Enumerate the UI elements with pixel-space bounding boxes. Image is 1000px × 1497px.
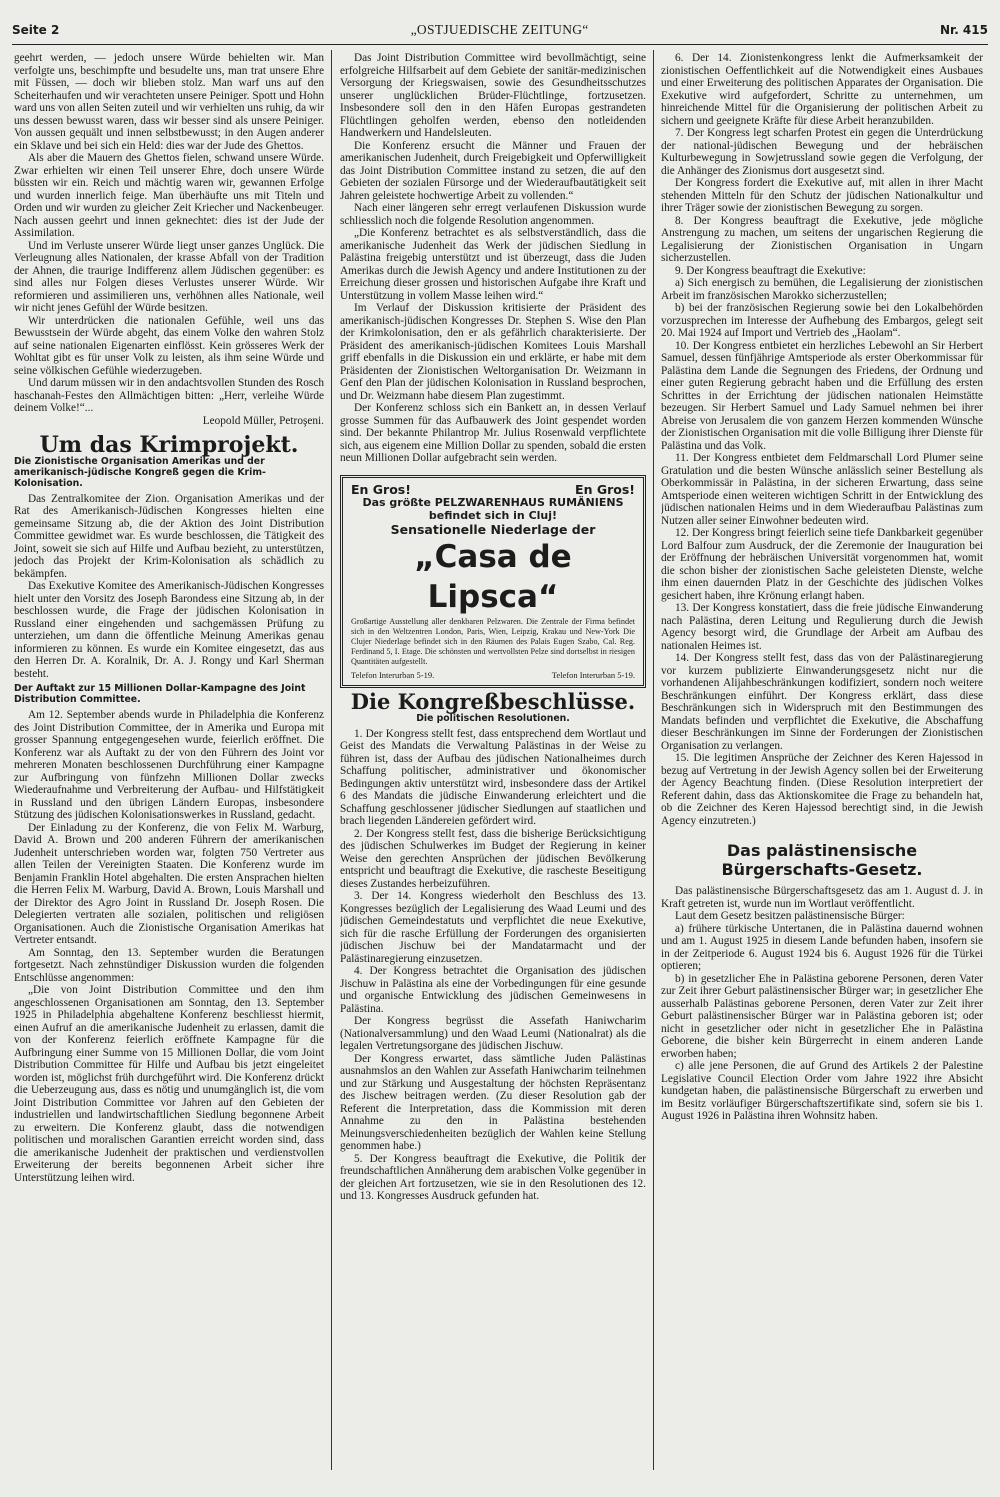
article-paragraph: Und im Verluste unserer Würde liegt unser ganzes Unglück. Die Verleugnung alles Nationalen, der krasse Abfall von der Tradition der Ahnen, die traurige Indifferenz allem Jüdischen gegenüber: es sind alles nur Folgen dieses Verlustes unserer Würde. Wir reformieren und assimilieren uns, verhöhnen alles Nationale, weil wir nicht jenes Gefühl der Würde besitzen. bbox=[14, 239, 324, 314]
article-paragraph: Das Exekutive Komitee des Amerikanisch-Jüdischen Kongresses hielt unter den Vorsitz des Joseph Barondess eine Sitzung ab, in der beschlossen wurde, die Frage der jüdischen Kolonisation in Russland einer eingehenden und sachgemässen Prüfung zu unterziehen, um dann die öffentliche Meinung Amerikas genau informieren zu können. Es wurde ein Komitee eingesetzt, das aus den Herren Dr. A. Koralnik, Dr. A. J. Rongy und Karl Sherman besteht. bbox=[14, 580, 324, 680]
article-paragraph: „Die von Joint Distribution Committee und den ihm angeschlossenen Organisationen am Sonntag, den 13. September 1925 in Philadelphia abgehaltene Konferenz beschliesst hiermit, einen Aufruf an die amerikanische Judenheit zu erlassen, damit die von der Konferenz feierlich eröffnete Kampagne für die Aufbringung einer Summe von 15 Millionen Dollar, die vom Joint Distribution Committee für Hilfe und Aufbau bis jetzt eingeleitet worden ist, möglichst früh durchgeführt wird. Die Konferenz drückt die Ueberzeugung aus, dass es nötig und unumgänglich ist, die vom Joint Distribution Committee vor Jahren auf den Gebieten der industriellen und landwirtschaftlichen Siedlung begonnene Arbeit zu erweitern. Die Konferenz glaubt, dass die notwendigen politischen und moralischen Garantien erreicht worden sind, dass die amerikanische Judenheit der praktischen und verdienstvollen Erweiterung der bereits begonnenen Arbeit sicher ihre Unterstützung leihen wird. bbox=[14, 984, 324, 1184]
article-paragraph: 5. Der Kongress beauftragt die Exekutive, die Politik der freundschaftlichen Annäherung dem arabischen Volke gegenüber in der gleichen Art fortzusetzen, wie sie in den Resolutionen des 12. und 13. Kongresses Ausdruck gefunden hat. bbox=[340, 1152, 646, 1202]
ad-tagline: Das größte PELZWARENHAUS RUMÄNIENS befindet sich in Cluj! bbox=[362, 496, 624, 522]
article-paragraph: a) Sich energisch zu bemühen, die Legalisierung der zionistischen Arbeit im französischen Marokko sicherzustellen; bbox=[661, 277, 983, 302]
article-paragraph: 10. Der Kongress entbietet ein herzliches Lebewohl an Sir Herbert Samuel, dessen fünfjährige Amtsperiode als erster Oberkommissar für Palästina dem Lande die Segnungen des Friedens, der Ordnung und einer guten Regierung gebracht haben und die Erfüllung des ersten Schrittes in der Errichtung der jüdischen nationalen Heimstätte bezeugen. Sir Herbert Samuel und Lady Samuel nehmen bei ihrer Abreise von Jerusalem die von ganzem Herzen kommenden Wünsche der Zionistischen Organisation mit die volle Billigung ihrer Dienste für Palästina und das Volk. bbox=[661, 339, 983, 452]
ad-brand-name: „Casa de Lipsca“ bbox=[414, 538, 572, 615]
article-paragraph: a) frühere türkische Untertanen, die in Palästina dauernd wohnen und am 1. August 1925 in diesem Lande befunden haben, insofern sie in der Zeitperiode 6. August 1924 bis 6. August 1926 für die Türkei optieren; bbox=[661, 922, 983, 972]
article-paragraph: 1. Der Kongress stellt fest, dass entsprechend dem Wortlaut und Geist des Mandats die Verwaltung Palästinas in der Weise zu führen ist, dass der Aufbau des jüdischen Nationalheimes durch Schaffung politischer, administrativer und ökonomischer Bedingungen aktiv unterstützt wird, insbesondere dass der Artikel 6 des Mandats die jüdische Einwanderung erleichtert und die Schaffung geschlossener jüdischer Siedlungen auf staatlichen und brach liegenden Ländereien gefördert wird. bbox=[340, 727, 646, 827]
ad-telephone-right: Telefon Interurban 5-19. bbox=[551, 669, 635, 680]
article-paragraph: b) in gesetzlicher Ehe in Palästina geborene Personen, deren Vater zur Zeit ihrer Geburt palästinensischer Bürger war; in gesetzlicher Ehe ausserhalb Palästinas geborene Personen, deren Vater zur Zeit ihrer Geburt palästinensischer Bürger war in Palästina geboren ist; oder nicht in gesetzlicher oder nicht in gesetzlicher Ehe in Palästina Geborene, die bisher kein Bürgerrecht in einem anderen Lande erworben haben; bbox=[661, 972, 983, 1060]
article-paragraph: 11. Der Kongress entbietet dem Feldmarschall Lord Plumer seine Gratulation und die besten Wünsche anlässlich seiner Bestellung als Oberkommissär in Palästina, in der sicheren Erwartung, dass seine Amtsperiode einen weiteren wichtigen Schritt in der Entwicklung des jüdischen nationalen Heims und in dem Wiederaufbau Palästinas zum Nutzen aller seiner Einwohner bedeuten wird. bbox=[661, 452, 983, 527]
headline-kongressbeschluesse: Die Kongreßbeschlüsse. bbox=[350, 689, 636, 714]
article-paragraph: geehrt werden, — jedoch unsere Würde behielten wir. Man verfolgte uns, beschimpfte und besudelte uns, man trat unsere Ehre mit Füssen, — doch wir blieben stolz. Man warf uns auf den Scheiterhaufen und wir verachteten unsere Peiniger. Spott und Hohn ward uns von allen Seiten zuteil und wir verhielten uns ruhig, da wir uns dessen bewusst waren, dass wir besser sind als unsere Peiniger. Von aussen gequält und innen selbstbewusst; in den Augen anderer ein Sklave und bei sich ein Held: dies war der Jude des Ghettos. bbox=[14, 52, 324, 152]
article-paragraph: Die Konferenz ersucht die Männer und Frauen der amerikanischen Judenheit, durch Freigebigkeit und Opferwilligkeit das Joint Distribution Committee instand zu setzen, die auf den Gebieten der sozialen Fürsorge und der Wiederaufbautätigkeit seit Jahren geleistete hochwertige Arbeit zu vollenden.“ bbox=[340, 139, 646, 202]
article-paragraph: 4. Der Kongress betrachtet die Organisation des jüdischen Jischuw in Palästina als eine der Vorbedingungen für eine gesunde und organische Entwicklung des jüdischen Gemeinwesens in Palästina. bbox=[340, 965, 646, 1015]
article-paragraph: Der Konferenz schloss sich ein Bankett an, in dessen Verlauf grosse Summen für das Aufbauwerk des Joint gespendet worden sind. Der bekannte Philantrop Mr. Julius Rosenwald verpflichtete sich, aus eigenem eine Million Dollar zu spenden, sobald die ersten neun Millionen Dollar aufgebracht sein werden. bbox=[340, 402, 646, 464]
article-paragraph: Am 12. September abends wurde in Philadelphia die Konferenz des Joint Distribution Committee, der in Amerika und Europa mit grosser Spannung entgegengesehen wurde, feierlich eröffnet. Die Konferenz war als Auftakt zu der von den Führern des Joint vor mehreren Monaten beschlossenen Durchführung einer Kampagne zur Aufbringung von fünfzehn Millionen Dollar zwecks Wiederaufnahme und Verbreiterung der Aufbau- und Hilfstätigkeit in Russland und den übrigen Ländern Europas, insbesondere Stützung des jüdischen Kolonisationswerkes in Russland, gedacht. bbox=[14, 709, 324, 821]
page-header bbox=[12, 22, 988, 45]
article-paragraph: 12. Der Kongress bringt feierlich seine tiefe Dankbarkeit gegenüber Lord Balfour zum Ausdruck, der die Zeremonie der Inauguration bei der Eröffnung der hebräischen Universität vorgenommen hat, womit die schon bisher der zionistischen Sache geleisteten Dienste, welche ihm einen dauernden Platz in der Geschichte des jüdischen Volkes gesichert haben, ihre Krönung erlangt haben. bbox=[661, 527, 983, 602]
article-paragraph: Und darum müssen wir in den andachtsvollen Stunden des Rosch haschanah-Festes den Allmächtigen bitten: „Herr, verleihe Würde deinem Volke!“... bbox=[14, 377, 324, 414]
ad-description: Großartige Ausstellung aller denkbaren Pelzwaren. Die Zentrale der Firma befindet sich in den Weltzentren London, Paris, Wien, Leipzig, Krakau und New-York Die Clujer Niederlage befindet sich in den Räumen des Palais Eugen Szabo, Cal. Reg. Ferdinand 5, I. Etage. Die schönsten und wertvollsten Pelze sind dortselbst in riesigen Quantitäten aufgestellt. bbox=[351, 616, 635, 666]
article-paragraph: 13. Der Kongress konstatiert, dass die freie jüdische Einwanderung nach Palästina, deren Leitung und Regulierung durch die Jewish Agency besorgt wird, die Grundlage der Arbeit am Aufbau des nationalen Heimes ist. bbox=[661, 602, 983, 652]
author-signature: Leopold Müller, Petroşeni. bbox=[202, 414, 324, 427]
article-paragraph: Wir unterdrücken die nationalen Gefühle, weil uns das Bewusstsein der Würde abgeht, das einem Volke den wahren Stolz auf seine nationalen Eigenarten einflösst. Kein grösseres Werk der Wohltat gibt es für unser Volk zu leisten, als ihm seine Würde und seine völkischen Gefühle wiederzugeben. bbox=[14, 314, 324, 377]
subheading-krim: Die Zionistische Organisation Amerikas und der amerikanisch-jüdische Kongreß gegen die Krim-Kolonisation. bbox=[14, 455, 266, 489]
article-paragraph: 6. Der 14. Zionistenkongress lenkt die Aufmerksamkeit der zionistischen Oeffentlichkeit auf die Notwendigkeit eines Ausbaues und einer Erweiterung des politischen Apparates der Organisation. Die Exekutive wird aufgefordert, Schritte zu unternehmen, um hinreichende Mittel für die Organisierung der politischen Arbeit zu sichern und geeignete Kräfte für diese Arbeit heranzubilden. bbox=[661, 52, 983, 127]
article-paragraph: Als aber die Mauern des Ghettos fielen, schwand unsere Würde. Zwar erhielten wir einen Teil unserer Ehre, doch unsere Würde büssten wir ein. Reich und mächtig waren wir, gewannen Erfolge und wurden innerlich feige. Man überhäufte uns mit Titeln und Orden und wir wurden zu gleicher Zeit Kriecher und Nackenbeuger. Nach aussen geehrt und innen geknechtet: dies ist der Jude der Assimilation. bbox=[14, 152, 324, 239]
ad-en-gros-right: En Gros! bbox=[575, 481, 635, 497]
article-paragraph: Nach einer längeren sehr erregt verlaufenen Diskussion wurde schliesslich noch die folgende Resolution angenommen. bbox=[340, 202, 646, 227]
column-1 bbox=[14, 52, 324, 1467]
advertisement-casa-de-lipsca bbox=[340, 475, 646, 689]
article-paragraph: Der Kongress begrüsst die Assefath Haniwcharim (Nationalversammlung) und den Waad Leumi (Nationalrat) als die legalen Vertretungsorgane des jüdischen Jischuw. bbox=[340, 1015, 646, 1052]
article-paragraph: 8. Der Kongress beauftragt die Exekutive, jede mögliche Anstrengung zu machen, um seitens der ungarischen Regierung die Legalisierung der Zionistischen Organisation in Ungarn sicherzustellen. bbox=[661, 214, 983, 264]
issue-number: Nr. 415 bbox=[939, 23, 988, 37]
article-paragraph: Der Kongress erwartet, dass sämtliche Juden Palästinas ausnahmslos an den Wahlen zur Assefath Haniwcharim teilnehmen und zur Stärkung und Ausgestaltung der höchsten Repräsentanz des Jischew beitragen werden. (Zu dieser Resolution gab der Referent die Interpretation, dass die Kommission mit deren Annahme zu den in Palästina bestehenden Meinungsverschiedenheiten bezüglich der Wahlen keine Stellung genommen habe.) bbox=[340, 1052, 646, 1152]
article-paragraph: „Die Konferenz betrachtet es als selbstverständlich, dass die amerikanische Judenheit das Werk der jüdischen Siedlung in Palästina freigebig unterstützt und ist überzeugt, dass die Juden Amerikas durch die Jewish Agency und andere Institutionen zu der Erreichung dieser grossen und historischen Aufgabe ihre Kraft und Unterstützung in vollem Masse leihen wird.“ bbox=[340, 227, 646, 302]
article-paragraph: 2. Der Kongress stellt fest, dass die bisherige Berücksichtigung des jüdischen Schulwerkes im Budget der Regierung in keiner Weise den gerechten Ansprüchen der jüdischen Bevölkerung entspricht und beauftragt die Exekutive, die rascheste Beseitigung dieses Zustandes herbeizuführen. bbox=[340, 827, 646, 890]
article-paragraph: Im Verlauf der Diskussion kritisierte der Präsident des amerikanisch-jüdischen Kongresses Dr. Stephen S. Wise den Plan der Krimkolonisation, den er als gefährlich charakterisierte. Der Präsident des amerikanisch-jüdischen Komitees Louis Marshall griff ebenfalls in die Diskussion ein und erklärte, er habe mit dem Präsidenten der Zionistischen Weltorganisation Dr. Weizmann in Genf den Plan der jüdischen Kolonisation in Russland besprochen, und Dr. Weizmann habe diesem Plan zugestimmt. bbox=[340, 302, 646, 402]
article-paragraph: Das Zentralkomitee der Zion. Organisation Amerikas und der Rat des Amerikanisch-Jüdischen Kongresses hielten eine gemeinsame Sitzung ab, die der Aktion des Joint Distribution Committee gewidmet war. Es wurde beschlossen, die Tätigkeit des Joint, soweit sie sich auf Hilfe und Aufbau bezieht, zu unterstützen, jedoch das Projekt der Krim-Kolonisation als schädlich zu bekämpfen. bbox=[14, 492, 324, 580]
headline-buergerschaftsgesetz: Das palästinensische Bürgerschafts-Gesetz. bbox=[721, 841, 923, 879]
ad-subline: Sensationelle Niederlage der bbox=[390, 522, 596, 537]
article-paragraph: 3. Der 14. Kongress wiederholt den Beschluss des 13. Kongresses bezüglich der Legalisierung des Waad Leumi und des jüdischen Gemeindestatuts und verpflichtet die neue Exekutive, sich für die rasche Erfüllung der Forderungen des organisierten jüdischen Jischuw bei der Mandatarmacht und der Palästinaregierung einzusetzen. bbox=[340, 890, 646, 965]
subheading-auftakt: Der Auftakt zur 15 Millionen Dollar-Kampagne des Joint Distribution Committee. bbox=[14, 683, 306, 705]
column-rule-1 bbox=[331, 50, 332, 1470]
article-paragraph: 9. Der Kongress beauftragt die Exekutive: bbox=[675, 264, 866, 277]
article-paragraph: 14. Der Kongress stellt fest, dass das von der Palästinaregierung vor kurzem publizierte Einwanderungsgesetz nicht nur die vorhandenen Alijahbeschränkungen kodifiziert, sondern noch weitere Beschränkungen einführt. Der Kongress erklärt, dass diese Beschränkungen sich in Widerspruch mit den Bestimmungen des Mandats befinden und verpflichtet die Exekutive, die Abschaffung dieser Beschränkungen im Sinne der Forderungen der Zionistischen Organisation zu verlangen. bbox=[661, 652, 983, 752]
article-paragraph: 7. Der Kongress legt scharfen Protest ein gegen die Unterdrückung der national-jüdischen Bewegung und der hebräischen Kulturbewegung in Sowjetrussland sowie gegen die Verfolgung, der die Anhänger des Zionismus dort ausgesetzt sind. bbox=[661, 127, 983, 177]
column-2 bbox=[340, 52, 646, 1467]
article-paragraph: Laut dem Gesetz besitzen palästinensische Bürger: bbox=[675, 910, 905, 922]
masthead-title: „OSTJUEDISCHE ZEITUNG“ bbox=[410, 22, 589, 37]
headline-krimprojekt: Um das Krimprojekt. bbox=[39, 432, 299, 458]
article-paragraph: c) alle jene Personen, die auf Grund des Artikels 2 der Palestine Legislative Council Election Order vom Jahre 1922 ihre Absicht kundgetan haben, die palästinensische Bürgerschaft zu erwerben und im Besitz vorläufiger Bürgerschaftszertifikate sind, sofern sie bis 1. August 1926 in Palästina ihren Wohnsitz haben. bbox=[661, 1060, 983, 1122]
subheading-resolutionen: Die politischen Resolutionen. bbox=[416, 712, 570, 724]
page-label: Seite 2 bbox=[12, 23, 60, 37]
article-paragraph: Das palästinensische Bürgerschaftsgesetz das am 1. August d. J. in Kraft getreten ist, wurde nun im Wortlaut veröffentlicht. bbox=[661, 885, 983, 910]
ad-telephone-left: Telefon Interurban 5-19. bbox=[351, 669, 435, 680]
article-paragraph: b) bei der französischen Regierung sowie bei den Lokalbehörden vorzusprechen im Interesse der Aufhebung des Embargos, gelegt seit 20. Mai 1924 auf Import und Vertrieb des „Haolam“. bbox=[661, 302, 983, 339]
article-paragraph: Der Einladung zu der Konferenz, die von Felix M. Warburg, David A. Brown und 200 anderen Führern der amerikanischen Judenheit unterschrieben worden war, folgten 750 Vertreter aus allen Teilen der Vereinigten Staaten. Die Konferenz wurde im Benjamin Franklin Hotel abgehalten. Die ersten Ansprachen hielten die Herren Felix M. Warburg, David A. Brown, Louis Marshall und der Direktor des Agro Joint in Russland Dr. Joseph Rosen. Die Delegierten vertraten alle sozialen, politischen und religiösen Organisationen. Auch die Zionistische Organisation Amerikas hat Vertreter entsandt. bbox=[14, 821, 324, 946]
column-3 bbox=[661, 52, 983, 1467]
article-paragraph: 15. Die legitimen Ansprüche der Zeichner des Keren Hajessod in bezug auf Vertretung in der Jewish Agency sollen bei der Erweiterung der Agency Beachtung finden. (Diese Resolution interpretiert der Referent dahin, dass das Aktionskomitee die Frage zu behandeln hat, ob die Zeichner des Keren Hajessod berechtigt sind, in die Jewish Agency einzutreten.) bbox=[661, 752, 983, 827]
column-rule-2 bbox=[653, 50, 654, 1470]
ad-en-gros-left: En Gros! bbox=[351, 481, 411, 497]
article-paragraph: Der Kongress fordert die Exekutive auf, mit allen in ihrer Macht stehenden Mitteln für den Schutz der jüdischen Nationalkultur und ihrer Träger sowie der zionistischen Bewegung zu sorgen. bbox=[661, 177, 983, 214]
article-paragraph: Am Sonntag, den 13. September wurden die Beratungen fortgesetzt. Nach zehnstündiger Diskussion wurden die folgenden Entschlüsse angenommen: bbox=[14, 946, 324, 984]
article-paragraph: Das Joint Distribution Committee wird bevollmächtigt, seine erfolgreiche Hilfsarbeit auf dem Gebiete der sanitär-medizinischen Versorgung der Kriegswaisen, sowie des Gesundheitsschutzes unserer unglücklichen Brüder-Flüchtlinge, fortzusetzen. Insbesondere soll den in den Häfen Europas gestrandeten Flüchtlingen geholfen werden, ebenso den notleidenden Handwerkern und Handelsleuten. bbox=[340, 52, 646, 139]
